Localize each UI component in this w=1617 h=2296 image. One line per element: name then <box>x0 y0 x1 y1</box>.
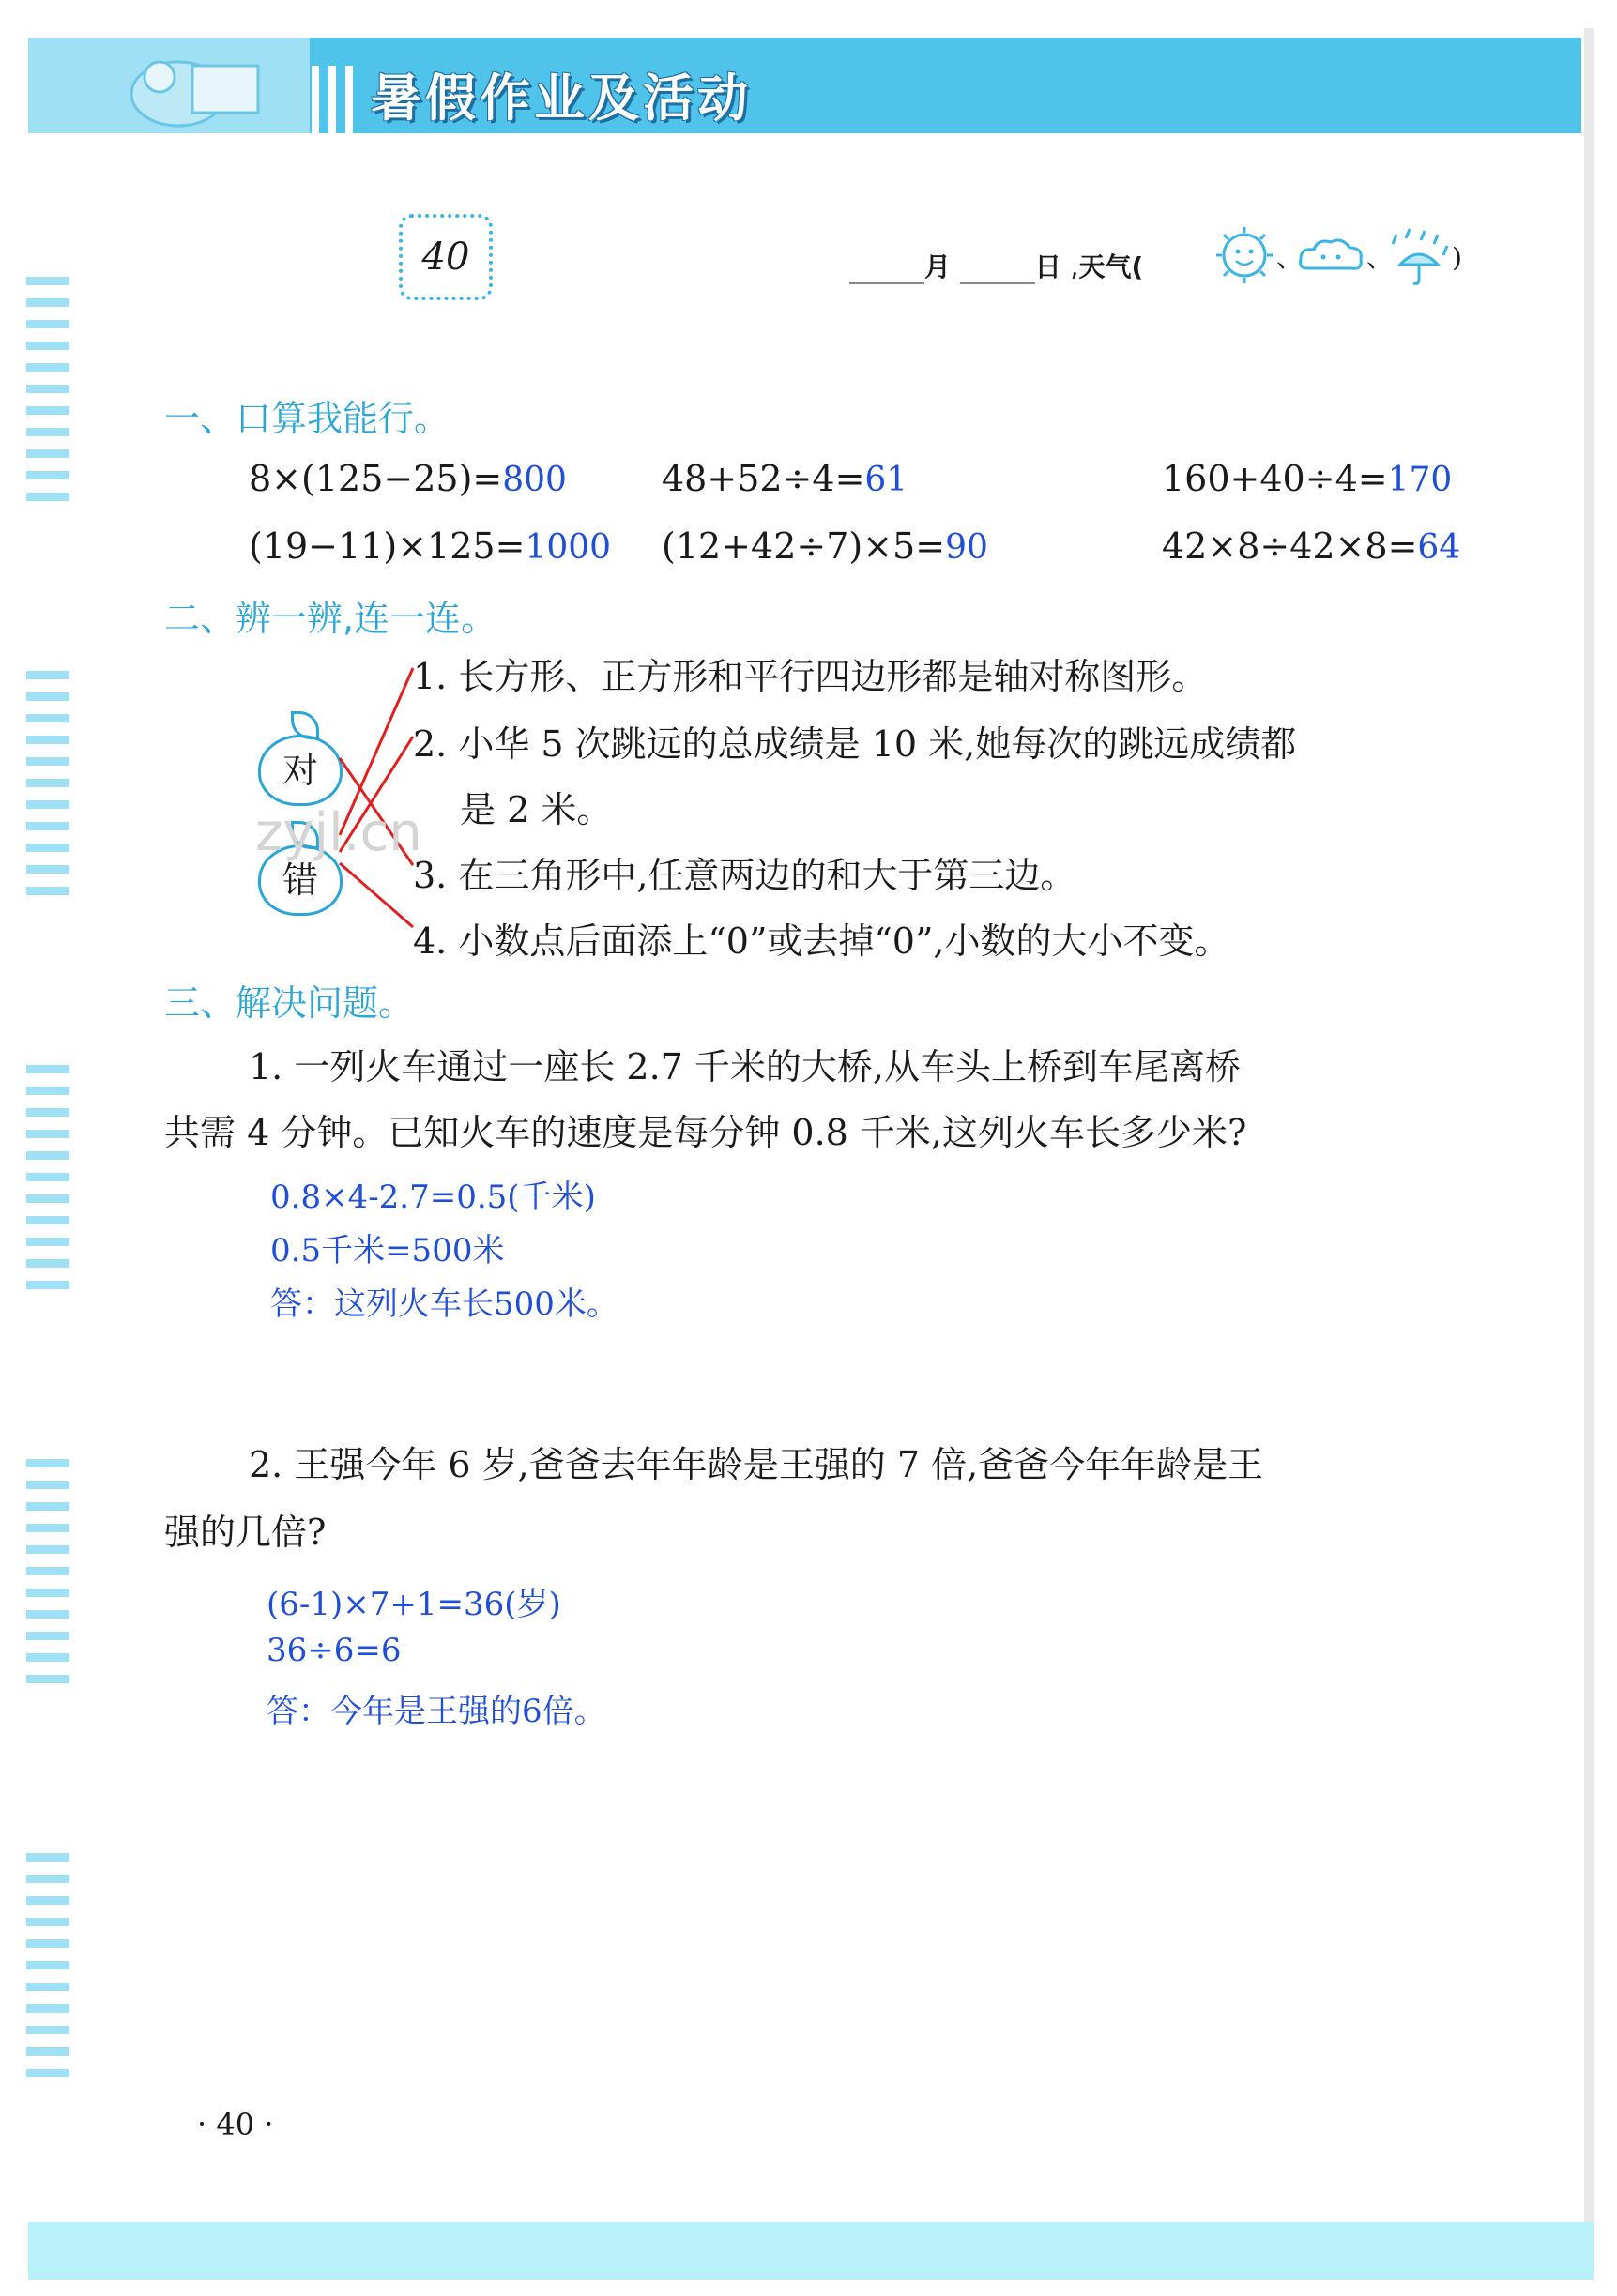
problem-3 <box>1162 458 1452 499</box>
solution-2-step1: (6-1)×7+1=36(岁) <box>267 1586 561 1623</box>
solution-2-step2: 36÷6=6 <box>267 1632 402 1669</box>
problem-expr: 8×(125−25)= <box>249 458 503 499</box>
cloud-icon[interactable] <box>1301 240 1362 268</box>
solution-2-answer: 答：今年是王强的6倍。 <box>267 1693 606 1730</box>
problem-answer[interactable]: 170 <box>1387 461 1453 499</box>
statement-1: 1. 长方形、正方形和平行四边形都是轴对称图形。 <box>413 656 1208 697</box>
problem-2 <box>662 458 908 499</box>
sep-2: 、 <box>1366 242 1394 273</box>
rain-umbrella-icon[interactable] <box>1393 229 1447 284</box>
problem-6 <box>1162 525 1460 567</box>
problem-answer[interactable]: 90 <box>945 528 988 567</box>
problem-expr: (19−11)×125= <box>249 525 526 567</box>
line-false-to-4 <box>340 863 413 927</box>
date-line: 月 日 ,天气( <box>849 247 1143 284</box>
section1-title: 一、口算我能行。 <box>164 398 450 439</box>
weather-icons <box>1213 220 1466 291</box>
problem-4 <box>249 525 611 567</box>
problem-1 <box>249 458 567 499</box>
sep-1: 、 <box>1276 242 1304 273</box>
section3-title: 三、解决问题。 <box>164 982 415 1024</box>
problem-answer[interactable]: 800 <box>502 461 567 499</box>
solution-1-step1: 0.8×4-2.7=0.5(千米) <box>270 1178 596 1216</box>
weather-close: ) <box>1452 242 1462 273</box>
apple-true[interactable]: 对 <box>258 735 343 806</box>
word-problem-1-line1: 1. 一列火车通过一座长 2.7 千米的大桥,从车头上桥到车尾离桥 <box>249 1046 1242 1087</box>
problem-expr: (12+42÷7)×5= <box>662 525 946 567</box>
solution-1-answer: 答：这列火车长500米。 <box>270 1285 618 1323</box>
word-problem-2-line2: 强的几倍? <box>164 1512 327 1553</box>
page-number: · 40 · <box>197 2106 274 2142</box>
problem-expr: 42×8÷42×8= <box>1162 525 1418 567</box>
problem-expr: 48+52÷4= <box>662 458 865 499</box>
solution-1-step2: 0.5千米=500米 <box>270 1232 505 1270</box>
statement-3: 3. 在三角形中,任意两边的和大于第三边。 <box>413 855 1076 896</box>
word-problem-1-line2: 共需 4 分钟。已知火车的速度是每分钟 0.8 千米,这列火车长多少米? <box>164 1112 1247 1153</box>
problem-answer[interactable]: 61 <box>864 461 908 499</box>
section2-title: 二、辨一辨,连一连。 <box>164 598 497 639</box>
statement-4: 4. 小数点后面添上“0”或去掉“0”,小数的大小不变。 <box>413 920 1230 962</box>
problem-answer[interactable]: 1000 <box>525 528 612 567</box>
statement-2-cont: 是 2 米。 <box>460 789 613 830</box>
weather-label: 天气( <box>1078 251 1144 282</box>
child-reading-icon <box>28 38 310 133</box>
apple-false[interactable]: 错 <box>258 844 343 916</box>
day-number-badge: 40 <box>399 214 493 300</box>
day-label: 日 <box>1034 251 1061 282</box>
month-blank[interactable] <box>849 254 924 284</box>
header-illustration <box>28 38 310 133</box>
problem-answer[interactable]: 64 <box>1417 528 1461 567</box>
month-label: 月 <box>924 251 952 282</box>
sun-icon[interactable] <box>1216 227 1273 283</box>
word-problem-2-line1: 2. 王强今年 6 岁,爸爸去年年龄是王强的 7 倍,爸爸今年年龄是王 <box>249 1444 1264 1485</box>
watermark: zyjl.cn <box>255 802 422 863</box>
problem-expr: 160+40÷4= <box>1162 458 1388 499</box>
statement-2: 2. 小华 5 次跳远的总成绩是 10 米,她每次的跳远成绩都 <box>413 723 1297 765</box>
problem-5 <box>662 525 988 567</box>
day-blank[interactable] <box>960 254 1035 284</box>
header-title: 暑假作业及活动 <box>371 68 752 128</box>
footer-band <box>28 2222 1594 2280</box>
page-edge <box>1584 28 1594 2261</box>
